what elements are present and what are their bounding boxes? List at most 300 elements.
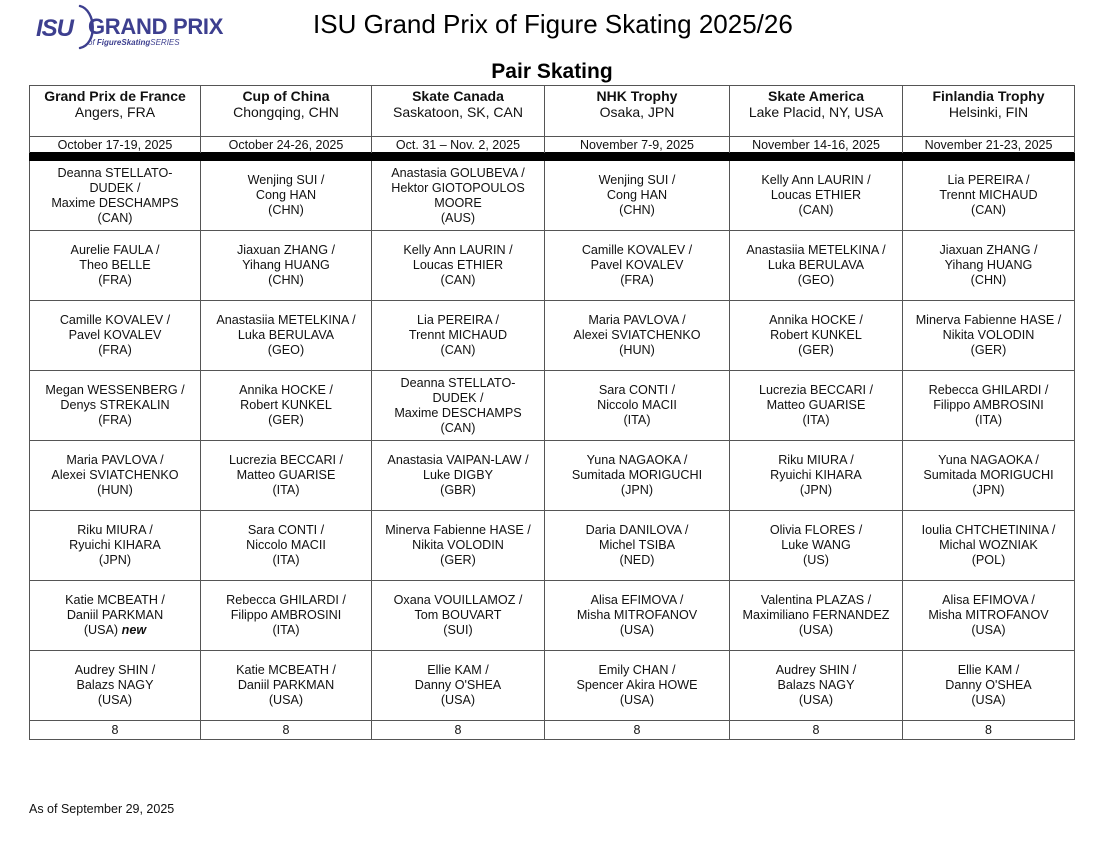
- nation-code: (CHN): [970, 273, 1007, 287]
- skater-name: Anastasiia METELKINA /: [216, 313, 356, 327]
- nation-line: [374, 623, 542, 638]
- team-row: [30, 441, 1075, 511]
- nation-code: (ITA): [272, 553, 300, 567]
- skater-name: Jiaxuan ZHANG /: [939, 243, 1038, 257]
- nation-code: (CHN): [268, 273, 304, 287]
- skater-name: Filippo AMBROSINI: [230, 608, 342, 622]
- skater-name: Lucrezia BECCARI /: [758, 383, 874, 397]
- nation-line: [374, 273, 542, 288]
- skater-name: Lia PEREIRA /: [947, 173, 1030, 187]
- skater-name: Nikita VOLODIN: [412, 538, 504, 552]
- nation-line: [374, 211, 542, 226]
- team-entry: [545, 231, 730, 301]
- nation-line: [732, 343, 900, 358]
- team-entry: [730, 511, 903, 581]
- nation-line: [905, 553, 1072, 568]
- nation-line: [905, 413, 1072, 428]
- nation-code: (USA): [619, 623, 655, 637]
- skater-name: Riku MIURA /: [77, 523, 153, 537]
- team-entry: [730, 371, 903, 441]
- skater-name: Maxime DESCHAMPS: [51, 195, 179, 210]
- skater-name: Annika HOCKE /: [769, 313, 863, 327]
- entry-count: 8: [201, 721, 372, 740]
- nation-line: [732, 623, 900, 638]
- skater-name: Luka BERULAVA: [767, 258, 865, 272]
- event-dates: November 7-9, 2025: [545, 137, 730, 153]
- skater-name: Daniil PARKMAN: [66, 608, 164, 622]
- event-name: Cup of China: [242, 88, 330, 104]
- nation-line: [32, 413, 198, 428]
- skater-name: Sara CONTI /: [247, 523, 325, 537]
- entries-table: [29, 85, 1075, 740]
- team-entry: [30, 651, 201, 721]
- skater-name: Wenjing SUI /: [247, 173, 325, 187]
- team-entry: [545, 161, 730, 231]
- nation-line: [203, 483, 369, 498]
- new-team-tag: new: [121, 623, 147, 637]
- nation-code: (GER): [268, 413, 304, 427]
- skater-name: Annika HOCKE /: [239, 383, 333, 397]
- event-name: Skate Canada: [412, 88, 504, 104]
- skater-name: Robert KUNKEL: [240, 398, 332, 412]
- nation-code: (CAN): [798, 203, 834, 217]
- nation-line: [374, 421, 542, 436]
- event-dates: October 17-19, 2025: [30, 137, 201, 153]
- header-separator-bar: [30, 153, 1075, 161]
- event-header-cell: [372, 86, 545, 137]
- nation-code: (HUN): [619, 343, 655, 357]
- skater-name: Olivia FLORES /: [769, 523, 863, 537]
- skater-name: Ryuichi KIHARA: [770, 468, 862, 482]
- nation-code: (GER): [440, 553, 476, 567]
- nation-code: (USA): [619, 693, 655, 707]
- nation-line: [374, 343, 542, 358]
- skater-name: Alexei SVIATCHENKO: [51, 468, 179, 482]
- skater-name: Spencer Akira HOWE: [576, 678, 698, 692]
- nation-code: (USA): [971, 623, 1006, 637]
- team-entry: [372, 301, 545, 371]
- team-entry: [545, 301, 730, 371]
- team-entry: [545, 511, 730, 581]
- skater-name: Niccolo MACII: [597, 398, 677, 412]
- nation-code: (USA): [971, 693, 1006, 707]
- separator-cell: [372, 153, 545, 161]
- skater-name: Luke WANG: [781, 538, 851, 552]
- nation-line: [732, 693, 900, 708]
- event-dates: October 24-26, 2025: [201, 137, 372, 153]
- team-entry: [730, 161, 903, 231]
- skater-name: Michal WOZNIAK: [939, 538, 1038, 552]
- skater-name: Alexei SVIATCHENKO: [573, 328, 701, 342]
- nation-line: [32, 273, 198, 288]
- section-title: [0, 60, 1116, 84]
- event-city: Chongqing, CHN: [233, 104, 339, 120]
- event-dates: November 21-23, 2025: [903, 137, 1075, 153]
- entry-count: 8: [903, 721, 1075, 740]
- entry-count: 8: [372, 721, 545, 740]
- team-row: [30, 581, 1075, 651]
- skater-name: Filippo AMBROSINI: [933, 398, 1044, 412]
- event-dates-row: [30, 137, 1075, 153]
- skater-name: Alisa EFIMOVA /: [590, 593, 684, 607]
- as-of-date: As of September 29, 2025: [29, 802, 175, 816]
- event-header-cell: [30, 86, 201, 137]
- skater-name: Maxime DESCHAMPS: [394, 405, 522, 420]
- nation-code: (FRA): [98, 273, 132, 287]
- nation-line: [732, 553, 900, 568]
- separator-cell: [730, 153, 903, 161]
- nation-line: [732, 483, 900, 498]
- nation-code: (USA): [268, 693, 304, 707]
- nation-line: [732, 203, 900, 218]
- nation-line: [374, 483, 542, 498]
- event-city: Saskatoon, SK, CAN: [393, 104, 523, 120]
- skater-name: Maximiliano FERNANDEZ: [742, 608, 890, 622]
- team-entry: [903, 581, 1075, 651]
- team-entry: [545, 581, 730, 651]
- skater-name: Camille KOVALEV /: [581, 243, 693, 257]
- event-city: Lake Placid, NY, USA: [748, 104, 884, 120]
- logo-isu-text: ISU: [36, 15, 74, 42]
- team-entry: [201, 231, 372, 301]
- skater-name: Rebecca GHILARDI /: [928, 383, 1049, 397]
- nation-line: [32, 553, 198, 568]
- skater-name: Cong HAN: [255, 188, 317, 202]
- team-entry: [545, 371, 730, 441]
- nation-line: [547, 693, 727, 708]
- nation-code: (USA): [798, 623, 834, 637]
- event-header-cell: [903, 86, 1075, 137]
- skater-name: Yuna NAGAOKA /: [938, 453, 1039, 467]
- team-entry: [730, 301, 903, 371]
- nation-code: (ITA): [272, 623, 300, 637]
- nation-line: [905, 483, 1072, 498]
- nation-line: [547, 273, 727, 288]
- team-entry: [903, 161, 1075, 231]
- nation-code: (JPN): [972, 483, 1005, 497]
- team-entry: [372, 231, 545, 301]
- nation-code: (USA): [440, 693, 476, 707]
- team-entry: [903, 651, 1075, 721]
- team-entry: [201, 441, 372, 511]
- nation-line: [203, 343, 369, 358]
- nation-line: [547, 413, 727, 428]
- nation-code: (FRA): [98, 343, 132, 357]
- team-entry: [903, 231, 1075, 301]
- nation-code: (ITA): [272, 483, 300, 497]
- skater-name: Sumitada MORIGUCHI: [923, 468, 1054, 482]
- team-entry: [903, 301, 1075, 371]
- team-entry: [372, 371, 545, 441]
- nation-code: (CHN): [268, 203, 304, 217]
- nation-line: [32, 211, 198, 226]
- team-entry: [30, 441, 201, 511]
- team-entry: [903, 511, 1075, 581]
- skater-name: Michel TSIBA: [598, 538, 676, 552]
- skater-name: Misha MITROFANOV: [928, 608, 1049, 622]
- team-row: [30, 511, 1075, 581]
- team-entry: [30, 581, 201, 651]
- skater-name: Balazs NAGY: [777, 678, 855, 692]
- separator-cell: [30, 153, 201, 161]
- nation-code: (ITA): [974, 413, 1003, 427]
- team-entry: [30, 301, 201, 371]
- skater-name: Daria DANILOVA /: [585, 523, 689, 537]
- skater-name: Anastasia VAIPAN-LAW /: [387, 453, 529, 467]
- skater-name: Pavel KOVALEV: [590, 258, 684, 272]
- nation-code: (AUS): [440, 210, 476, 225]
- skater-name: Tom BOUVART: [414, 608, 502, 622]
- nation-line: [374, 693, 542, 708]
- skater-name: Minerva Fabienne HASE /: [385, 523, 531, 537]
- skater-name: Aurelie FAULA /: [70, 243, 160, 257]
- skater-name: Matteo GUARISE: [766, 398, 866, 412]
- nation-line: [905, 343, 1072, 358]
- nation-code: (CAN): [971, 203, 1006, 217]
- skater-name: Lia PEREIRA /: [417, 313, 499, 327]
- nation-line: [905, 693, 1072, 708]
- logo-series-prefix: of: [88, 38, 97, 47]
- skater-name: Yuna NAGAOKA /: [586, 453, 688, 467]
- skater-name: Sumitada MORIGUCHI: [571, 468, 703, 482]
- nation-line: [203, 273, 369, 288]
- nation-code: (CAN): [440, 343, 476, 357]
- nation-code: (CAN): [440, 420, 476, 435]
- nation-line: [32, 483, 198, 498]
- skater-name: Oxana VOUILLAMOZ /: [393, 593, 523, 607]
- entry-count: 8: [545, 721, 730, 740]
- skater-name: Kelly Ann LAURIN /: [761, 173, 871, 187]
- team-entry: [730, 581, 903, 651]
- nation-code: (JPN): [98, 553, 132, 567]
- skater-name: Balazs NAGY: [76, 678, 154, 692]
- logo-series-text: [88, 38, 180, 47]
- skater-name: Anastasiia METELKINA /: [746, 243, 886, 257]
- nation-line: [374, 553, 542, 568]
- logo-grand-prix-text: GRAND PRIX: [88, 14, 224, 39]
- event-city: Osaka, JPN: [599, 104, 675, 120]
- skater-name: Alisa EFIMOVA /: [942, 593, 1035, 607]
- skater-name: Emily CHAN /: [598, 663, 676, 677]
- skater-name: MOORE: [434, 195, 482, 210]
- skater-name: Misha MITROFANOV: [576, 608, 698, 622]
- skater-name: Nikita VOLODIN: [942, 328, 1035, 342]
- team-row: [30, 161, 1075, 231]
- skater-name: Audrey SHIN /: [775, 663, 857, 677]
- team-entry: [30, 161, 201, 231]
- event-dates: Oct. 31 – Nov. 2, 2025: [372, 137, 545, 153]
- entry-count: 8: [30, 721, 201, 740]
- team-entry: [730, 651, 903, 721]
- skater-name: Pavel KOVALEV: [68, 328, 162, 342]
- nation-line: [905, 203, 1072, 218]
- nation-line: [547, 553, 727, 568]
- skater-name: Valentina PLAZAS /: [760, 593, 872, 607]
- skater-name: Trennt MICHAUD: [408, 328, 508, 342]
- team-entry: [730, 231, 903, 301]
- skater-name: Anastasia GOLUBEVA /: [391, 165, 525, 180]
- section-title-text: Pair Skating: [491, 60, 613, 83]
- nation-code: (FRA): [98, 413, 132, 427]
- team-entry: [545, 651, 730, 721]
- nation-line: [905, 273, 1072, 288]
- nation-line: [547, 483, 727, 498]
- event-header-cell: [545, 86, 730, 137]
- nation-code: (POL): [971, 553, 1006, 567]
- skater-name: Riku MIURA /: [778, 453, 854, 467]
- skater-name: Yihang HUANG: [242, 258, 330, 272]
- event-city: Angers, FRA: [74, 104, 156, 120]
- nation-code: (JPN): [620, 483, 654, 497]
- skater-name: Lucrezia BECCARI /: [228, 453, 344, 467]
- skater-name: Ellie KAM /: [957, 663, 1020, 677]
- skater-name: Niccolo MACII: [246, 538, 326, 552]
- nation-line: [547, 203, 727, 218]
- nation-code: (US): [803, 553, 829, 567]
- entry-count: 8: [730, 721, 903, 740]
- skater-name: Katie MCBEATH /: [65, 593, 165, 607]
- nation-code: (GER): [970, 343, 1007, 357]
- skater-name: Daniil PARKMAN: [237, 678, 335, 692]
- logo-series-brand: FigureSkating: [96, 38, 151, 47]
- nation-code: (GEO): [797, 273, 835, 287]
- entry-count-row: [30, 721, 1075, 740]
- skater-name: Danny O'SHEA: [945, 678, 1032, 692]
- event-header-cell: [201, 86, 372, 137]
- nation-code: (USA): [97, 693, 133, 707]
- nation-code: (CHN): [619, 203, 655, 217]
- team-entry: [201, 161, 372, 231]
- nation-code: (CAN): [97, 210, 133, 225]
- nation-line: [32, 623, 198, 638]
- skater-name: Trennt MICHAUD: [939, 188, 1038, 202]
- skater-name: Wenjing SUI /: [598, 173, 676, 187]
- entries-table-body: [30, 86, 1075, 740]
- nation-code: (GEO): [267, 343, 305, 357]
- team-row: [30, 371, 1075, 441]
- nation-code: (GBR): [440, 483, 476, 497]
- nation-line: [203, 553, 369, 568]
- separator-cell: [201, 153, 372, 161]
- skater-name: Danny O'SHEA: [414, 678, 502, 692]
- team-entry: [201, 511, 372, 581]
- team-entry: [903, 441, 1075, 511]
- skater-name: Theo BELLE: [79, 258, 151, 272]
- nation-code: (FRA): [620, 273, 654, 287]
- team-entry: [30, 371, 201, 441]
- skater-name: Rebecca GHILARDI /: [226, 593, 346, 607]
- team-entry: [372, 441, 545, 511]
- nation-code: (USA): [798, 693, 834, 707]
- skater-name: Loucas ETHIER: [412, 258, 504, 272]
- event-name: Finlandia Trophy: [932, 88, 1045, 104]
- nation-code: (HUN): [97, 483, 133, 497]
- skater-name: Kelly Ann LAURIN /: [403, 243, 513, 257]
- nation-line: [203, 203, 369, 218]
- team-entry: [201, 301, 372, 371]
- team-entry: [903, 371, 1075, 441]
- skater-name: Luke DIGBY: [423, 468, 493, 482]
- nation-code: (SUI): [443, 623, 473, 637]
- nation-line: [732, 413, 900, 428]
- event-name: NHK Trophy: [596, 88, 678, 104]
- team-entry: [201, 371, 372, 441]
- nation-line: [547, 343, 727, 358]
- skater-name: DUDEK /: [432, 390, 484, 405]
- skater-name: Robert KUNKEL: [770, 328, 862, 342]
- team-entry: [372, 651, 545, 721]
- nation-code: (ITA): [802, 413, 830, 427]
- nation-code: (ITA): [623, 413, 651, 427]
- skater-name: Ellie KAM /: [427, 663, 489, 677]
- team-entry: [372, 581, 545, 651]
- event-header-row: [30, 86, 1075, 137]
- skater-name: Maria PAVLOVA /: [66, 453, 164, 467]
- skater-name: Ioulia CHTCHETININA /: [921, 523, 1056, 537]
- nation-line: [203, 413, 369, 428]
- nation-line: [203, 623, 369, 638]
- nation-code: (NED): [619, 553, 655, 567]
- event-city: Helsinki, FIN: [948, 104, 1029, 120]
- skater-name: Maria PAVLOVA /: [588, 313, 686, 327]
- skater-name: Jiaxuan ZHANG /: [237, 243, 335, 257]
- skater-name: Matteo GUARISE: [236, 468, 336, 482]
- team-row: [30, 651, 1075, 721]
- team-entry: [30, 511, 201, 581]
- nation-line: [32, 693, 198, 708]
- team-entry: [372, 161, 545, 231]
- skater-name: Deanna STELLATO-: [57, 165, 173, 180]
- logo-series-suffix: SERIES: [150, 38, 180, 47]
- skater-name: Ryuichi KIHARA: [69, 538, 161, 552]
- skater-name: Yihang HUANG: [944, 258, 1033, 272]
- event-dates: November 14-16, 2025: [730, 137, 903, 153]
- skater-name: Luka BERULAVA: [237, 328, 335, 342]
- separator-cell: [903, 153, 1075, 161]
- skater-name: Hektor GIOTOPOULOS: [391, 180, 525, 195]
- skater-name: Megan WESSENBERG /: [45, 383, 185, 397]
- team-entry: [730, 441, 903, 511]
- document-title: ISU Grand Prix of Figure Skating 2025/26: [313, 9, 793, 39]
- isu-grand-prix-logo: [36, 4, 224, 52]
- nation-code: (JPN): [799, 483, 833, 497]
- nation-line: [905, 623, 1072, 638]
- skater-name: Sara CONTI /: [598, 383, 676, 397]
- team-entry: [201, 651, 372, 721]
- nation-line: [32, 343, 198, 358]
- team-entry: [201, 581, 372, 651]
- team-entry: [545, 441, 730, 511]
- nation-line: [732, 273, 900, 288]
- team-row: [30, 231, 1075, 301]
- separator-cell: [545, 153, 730, 161]
- nation-line: [547, 623, 727, 638]
- skater-name: Camille KOVALEV /: [59, 313, 171, 327]
- event-name: Grand Prix de France: [44, 88, 186, 104]
- team-entry: [30, 231, 201, 301]
- skater-name: DUDEK /: [89, 180, 141, 195]
- skater-name: Loucas ETHIER: [770, 188, 862, 202]
- nation-code: (GER): [798, 343, 834, 357]
- skater-name: Minerva Fabienne HASE /: [915, 313, 1062, 327]
- nation-line: [203, 693, 369, 708]
- skater-name: Katie MCBEATH /: [236, 663, 336, 677]
- skater-name: Deanna STELLATO-: [400, 375, 516, 390]
- team-entry: [372, 511, 545, 581]
- nation-code: (USA): [83, 623, 119, 637]
- event-header-cell: [730, 86, 903, 137]
- skater-name: Cong HAN: [606, 188, 668, 202]
